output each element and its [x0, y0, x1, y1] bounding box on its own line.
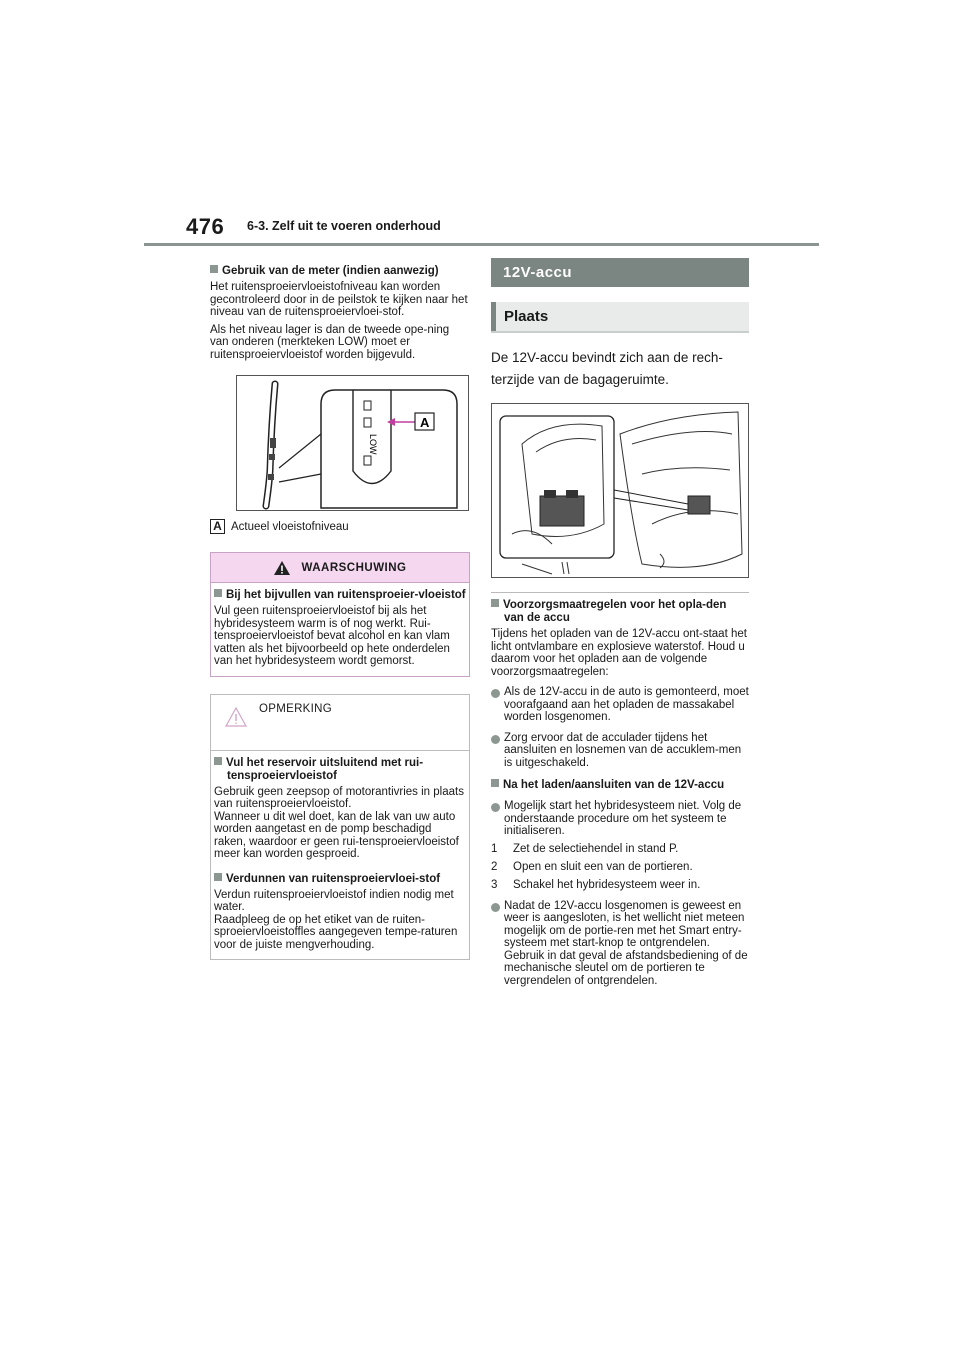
caption-label-a: A — [210, 519, 225, 534]
note-subheading-2: Verdunnen van ruitensproeiervloei-stof — [214, 873, 466, 886]
right-column — [491, 258, 749, 987]
note-text-2a: Verdun ruitensproeiervloeistof indien nodig met water. — [214, 888, 454, 913]
section-title-bar: 12V-accu — [491, 258, 749, 287]
dipstick-illustration — [237, 376, 468, 510]
page-number: 476 — [186, 214, 225, 239]
square-bullet-icon — [491, 779, 499, 787]
battery-location-text: De 12V-accu bevindt zich aan de rech-terzijde van de bagageruimte. — [491, 350, 723, 387]
warning-header — [211, 553, 469, 583]
note-header — [211, 695, 469, 751]
bullet-dot-icon — [491, 803, 500, 812]
bullet-dot-icon — [491, 735, 500, 744]
header-divider — [144, 243, 819, 246]
meter-paragraph-2: Als het niveau lager is dan de tweede ope-ning van onderen (merkteken LOW) moet er ruitensproeiervloeistof worden bijgevuld. — [210, 323, 450, 361]
note-box — [210, 694, 470, 961]
warning-box — [210, 552, 470, 677]
subsection-bar — [491, 302, 749, 333]
list-item: Als de 12V-accu in de auto is gemonteerd, moet voorafgaand aan het opladen de massakabel worden losgenomen. — [491, 686, 749, 724]
step-number: 1 — [491, 842, 498, 855]
note-text-2b: Raadpleeg de op het etiket van de ruiten-sproeiervloeistoffles aangegeven tempe-raturen voor de juiste mengverhouding. — [214, 913, 458, 951]
figure-callout-a: A — [420, 415, 430, 430]
warning-title: WAARSCHUWING — [301, 561, 407, 574]
step-number: 3 — [491, 878, 498, 891]
section-title: 6-3. Zelf uit te voeren onderhoud — [247, 219, 441, 233]
warning-text: Vul geen ruitensproeiervloeistof bij als het hybridesysteem warm is of nog werkt. Rui-tensproeiervloeistof bevat alcohol en kan vlam vatten als het bijvoorbeeld op hete onderdelen van het hybridesysteem wordt gemorst. — [214, 605, 450, 667]
note-title: OPMERKING — [259, 702, 332, 715]
figure-caption — [210, 519, 468, 534]
step-number: 2 — [491, 860, 498, 873]
caption-text: Actueel vloeistofniveau — [231, 520, 349, 533]
list-item: Nadat de 12V-accu losgenomen is geweest en weer is aangesloten, is het wellicht niet meteen mogelijk om de portie-ren met het Smart entry-systeem met start-knop te ontgrendelen. Gebruik in dat geval de afstandsbediening of de mechanische sleutel om de portieren te vergrendelen of ontgrendelen. — [491, 900, 749, 988]
section-divider — [491, 592, 749, 593]
meter-paragraph-1: Het ruitensproeiervloeistofniveau kan worden gecontroleerd door in de peilstok te kijken naar het niveau van de ruitensproeiervloei-stof. — [210, 281, 468, 318]
step-text: Open en sluit een van de portieren. — [513, 860, 693, 873]
list-item: Mogelijk start het hybridesysteem niet. Volg de onderstaande procedure om het systeem te initialiseren. — [491, 800, 749, 838]
note-subheading-1: Vul het reservoir uitsluitend met rui-tensproeiervloeistof — [214, 757, 466, 783]
list-item: Zorg ervoor dat de acculader tijdens het aansluiten en losnemen van de accuklem-men is uitgeschakeld. — [491, 732, 749, 770]
step-text: Schakel het hybridesysteem weer in. — [513, 878, 701, 891]
meter-heading: Gebruik van de meter (indien aanwezig) — [210, 265, 468, 278]
warning-body — [211, 583, 469, 676]
trunk-illustration — [492, 404, 748, 577]
square-bullet-icon — [214, 589, 222, 597]
left-column — [210, 265, 468, 960]
after-charging-heading: Na het laden/aansluiten van de 12V-accu — [491, 779, 749, 792]
square-bullet-icon — [210, 265, 218, 273]
square-bullet-icon — [491, 599, 499, 607]
battery-location-figure — [491, 403, 749, 578]
step-item — [491, 879, 749, 892]
precautions-text: Tijdens het opladen van de 12V-accu ont-staat het licht ontvlambare en explosieve waterstof. Houd u daarom voor het opladen aan de volgende voorzorgsmaatregelen: — [491, 628, 747, 678]
subsection-title: Plaats — [504, 308, 549, 325]
step-item — [491, 861, 749, 874]
step-text: Zet de selectiehendel in stand P. — [513, 842, 679, 855]
bullet-dot-icon — [491, 689, 500, 698]
warning-subheading: Bij het bijvullen van ruitensproeier-vloeistof — [214, 589, 466, 602]
note-body — [211, 751, 469, 960]
square-bullet-icon — [214, 873, 222, 881]
note-text-1b: Wanneer u dit wel doet, kan de lak van uw auto worden aangetast en de pomp beschadigd raken, waardoor er geen rui-tensproeiervloeistof meer kan worden gesproeid. — [214, 810, 459, 860]
square-bullet-icon — [214, 757, 222, 765]
warning-triangle-icon — [273, 560, 291, 576]
precautions-heading: Voorzorgsmaatregelen voor het opla-den van de accu — [491, 599, 749, 625]
dipstick-figure — [236, 375, 469, 511]
page-header — [0, 0, 960, 250]
caution-triangle-icon — [225, 707, 247, 727]
bullet-dot-icon — [491, 903, 500, 912]
step-item — [491, 843, 749, 856]
low-mark-label: LOW — [368, 434, 378, 455]
note-text-1a: Gebruik geen zeepsop of motorantivries in plaats van ruitensproeiervloeistof. — [214, 785, 464, 810]
